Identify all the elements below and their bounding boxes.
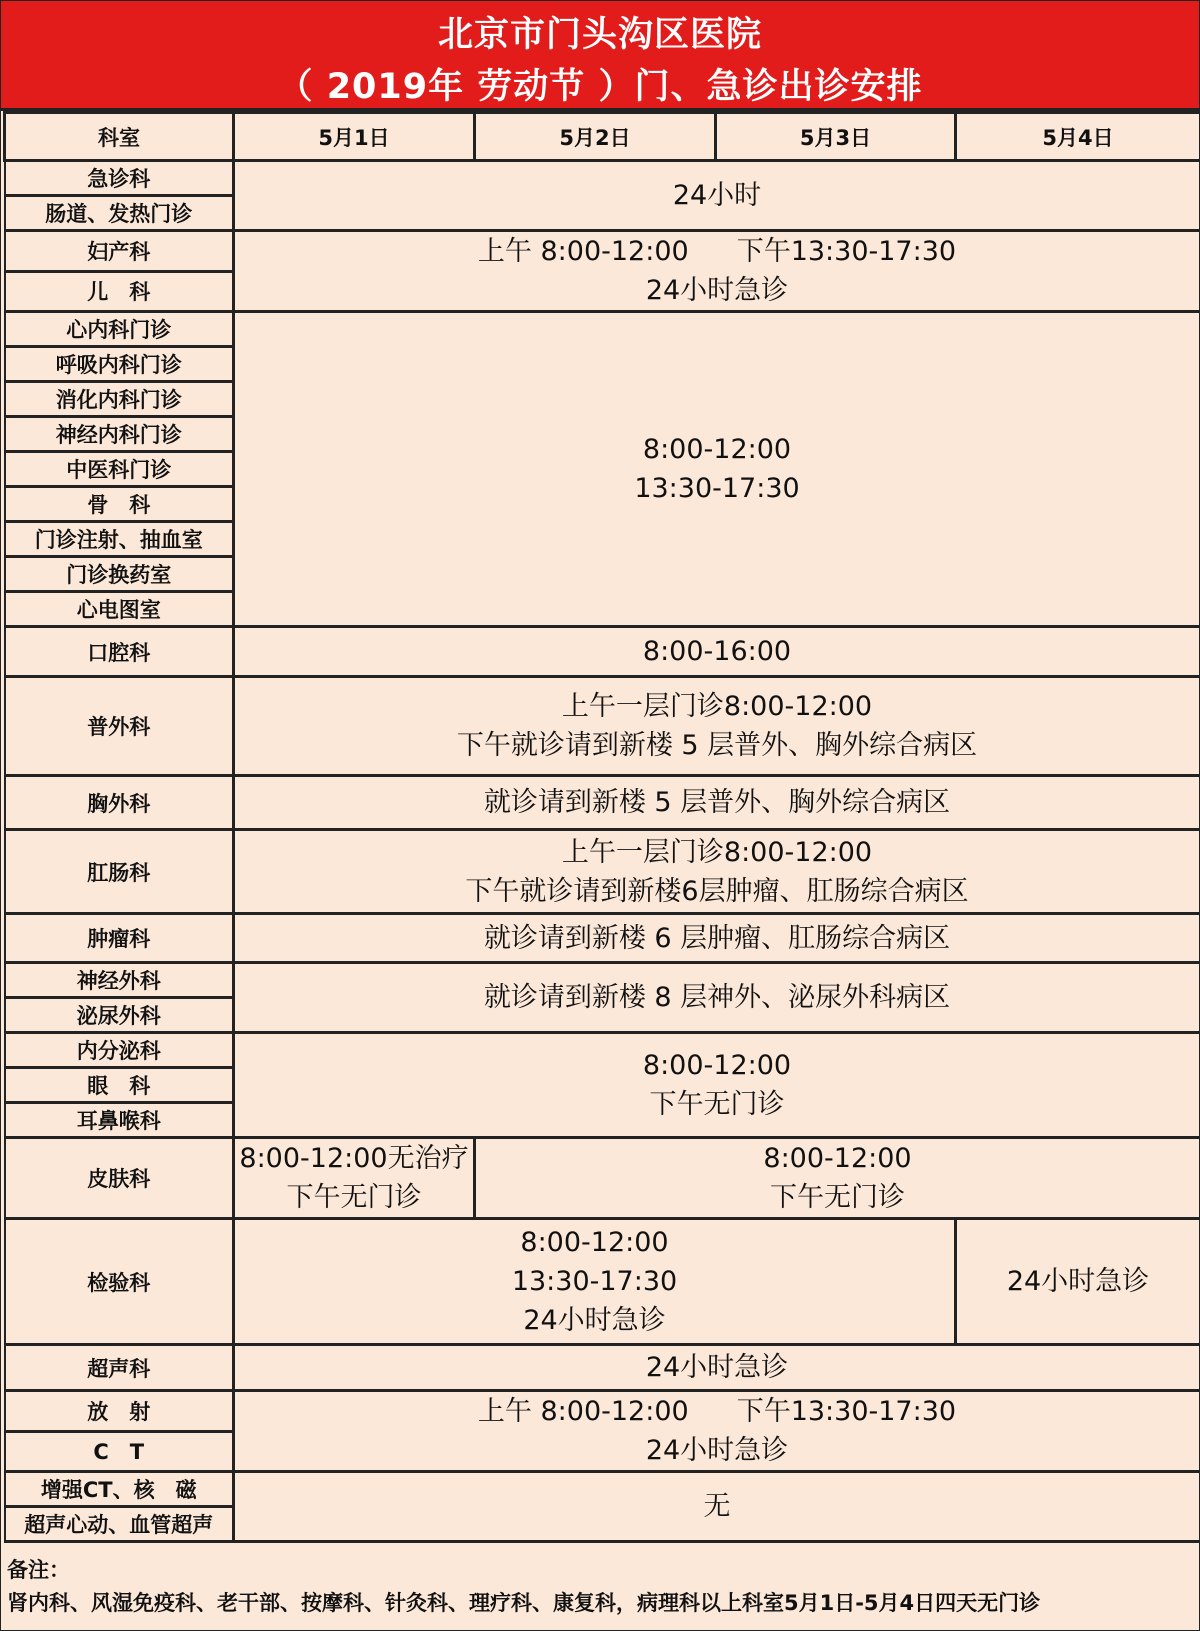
dept-cell: 眼 科 [5,1068,234,1103]
schedule-text: 下午13:30-17:30 [736,1396,957,1427]
dept-cell: 心内科门诊 [5,312,234,347]
table-row [5,161,1200,196]
schedule-cell [234,1472,1200,1542]
notes-text: 肾内科、风湿免疫科、老干部、按摩科、针灸科、理疗科、康复科，病理科以上科室5月1日-5月4日四天无门诊 [7,1591,1041,1615]
schedule-cell [234,677,1200,776]
schedule-cell [234,161,1200,231]
schedule-text: 24小时急诊 [645,1352,789,1383]
dept-cell: 胸外科 [5,776,234,830]
table-row [5,776,1200,830]
table-row [5,627,1200,677]
schedule-cell [234,627,1200,677]
schedule-cell [234,1219,956,1345]
schedule-cell [234,776,1200,830]
dept-cell: 增强CT、核 磁 [5,1472,234,1507]
dept-cell: 皮肤科 [5,1138,234,1219]
schedule-text: 24小时急诊 [1006,1266,1150,1297]
schedule-text: 24小时急诊 [523,1305,666,1336]
table-row [5,1345,1200,1391]
dept-cell: 超声科 [5,1345,234,1391]
schedule-text: 8:00-12:00 [642,1050,792,1081]
header-day-1: 5月1日 [234,113,475,161]
table-row [5,830,1200,914]
table-row [5,231,1200,272]
dept-cell: 检验科 [5,1219,234,1345]
schedule-cell [234,1033,1200,1138]
dept-cell: 儿 科 [5,271,234,312]
header-dept: 科室 [5,113,234,161]
dept-cell: 心电图室 [5,592,234,627]
page-title: 北京市门头沟区医院 [437,15,762,55]
schedule-table [3,111,1200,1543]
table-row [5,914,1200,963]
table-row [5,1391,1200,1432]
header-day-3: 5月3日 [716,113,956,161]
header-row [5,113,1200,161]
dept-cell: 耳鼻喉科 [5,1103,234,1138]
dept-cell: 门诊换药室 [5,557,234,592]
schedule-text: 24小时急诊 [645,275,789,306]
schedule-text: 就诊请到新楼 5 层普外、胸外综合病区 [483,787,951,818]
dept-cell: 门诊注射、抽血室 [5,522,234,557]
dept-cell: 内分泌科 [5,1033,234,1068]
schedule-text: 下午就诊请到新楼 5 层普外、胸外综合病区 [456,730,978,761]
schedule-text: 24小时急诊 [645,1435,789,1466]
dept-cell: 骨 科 [5,487,234,522]
schedule-text: 13:30-17:30 [634,473,800,504]
schedule-line [235,1392,1199,1431]
schedule-text: 8:00-16:00 [642,636,792,667]
table-row [5,1138,1200,1219]
schedule-text: 下午就诊请到新楼6层肿瘤、肛肠综合病区 [465,875,969,907]
header-day-2: 5月2日 [475,113,716,161]
dept-cell: 肠道、发热门诊 [5,196,234,231]
dept-cell: 急诊科 [5,161,234,196]
dept-cell: 口腔科 [5,627,234,677]
schedule-text: 无 [703,1491,731,1522]
notes-label: 备注： [7,1558,70,1582]
schedule-cell [956,1219,1200,1345]
dept-cell: 放 射 [5,1391,234,1432]
schedule-text: 上午一层门诊8:00-12:00 [561,691,873,722]
table-row [5,677,1200,776]
schedule-text: 下午无门诊 [770,1182,905,1213]
schedule-text: 上午一层门诊8:00-12:00 [561,836,873,868]
dept-cell: 肛肠科 [5,830,234,914]
schedule-line [235,232,1199,271]
dept-cell: 肿瘤科 [5,914,234,963]
schedule-text: 13:30-17:30 [511,1266,678,1297]
page-subtitle: （ 2019年 劳动节 ）门、急诊出诊安排 [277,67,923,107]
schedule-text: 就诊请到新楼 6 层肿瘤、肛肠综合病区 [483,922,951,954]
dept-cell: 消化内科门诊 [5,382,234,417]
dept-cell: 神经内科门诊 [5,417,234,452]
dept-cell: 普外科 [5,677,234,776]
schedule-text: 8:00-12:00 [763,1143,912,1174]
title-band [1,1,1199,111]
notes-section [7,1554,1193,1620]
schedule-cell [475,1138,1200,1219]
schedule-text: 下午无门诊 [649,1089,785,1120]
schedule-text: 8:00-12:00 [520,1227,669,1258]
schedule-text: 8:00-12:00无治疗 [239,1143,469,1174]
table-row [5,1472,1200,1507]
table-row [5,1033,1200,1068]
dept-cell: C T [5,1431,234,1472]
schedule-cell [234,963,1200,1033]
schedule-cell [234,1138,475,1219]
dept-cell: 超声心动、血管超声 [5,1507,234,1542]
schedule-text: 上午 8:00-12:00 [477,236,689,267]
dept-cell: 泌尿外科 [5,998,234,1033]
schedule-cell [234,231,1200,312]
table-row [5,963,1200,998]
dept-cell: 妇产科 [5,231,234,272]
schedule-text: 下午无门诊 [286,1182,422,1213]
schedule-text: 就诊请到新楼 8 层神外、泌尿外科病区 [483,982,951,1013]
schedule-cell [234,830,1200,914]
schedule-cell [234,1345,1200,1391]
schedule-text: 24小时 [672,180,762,211]
schedule-text: 8:00-12:00 [642,434,792,465]
schedule-cell [234,1391,1200,1472]
header-day-4: 5月4日 [956,113,1200,161]
schedule-cell [234,914,1200,963]
dept-cell: 呼吸内科门诊 [5,347,234,382]
schedule-text: 下午13:30-17:30 [736,236,957,267]
schedule-text: 上午 8:00-12:00 [477,1396,689,1427]
schedule-cell [234,312,1200,627]
dept-cell: 中医科门诊 [5,452,234,487]
table-row [5,312,1200,347]
dept-cell: 神经外科 [5,963,234,998]
table-row [5,1219,1200,1345]
